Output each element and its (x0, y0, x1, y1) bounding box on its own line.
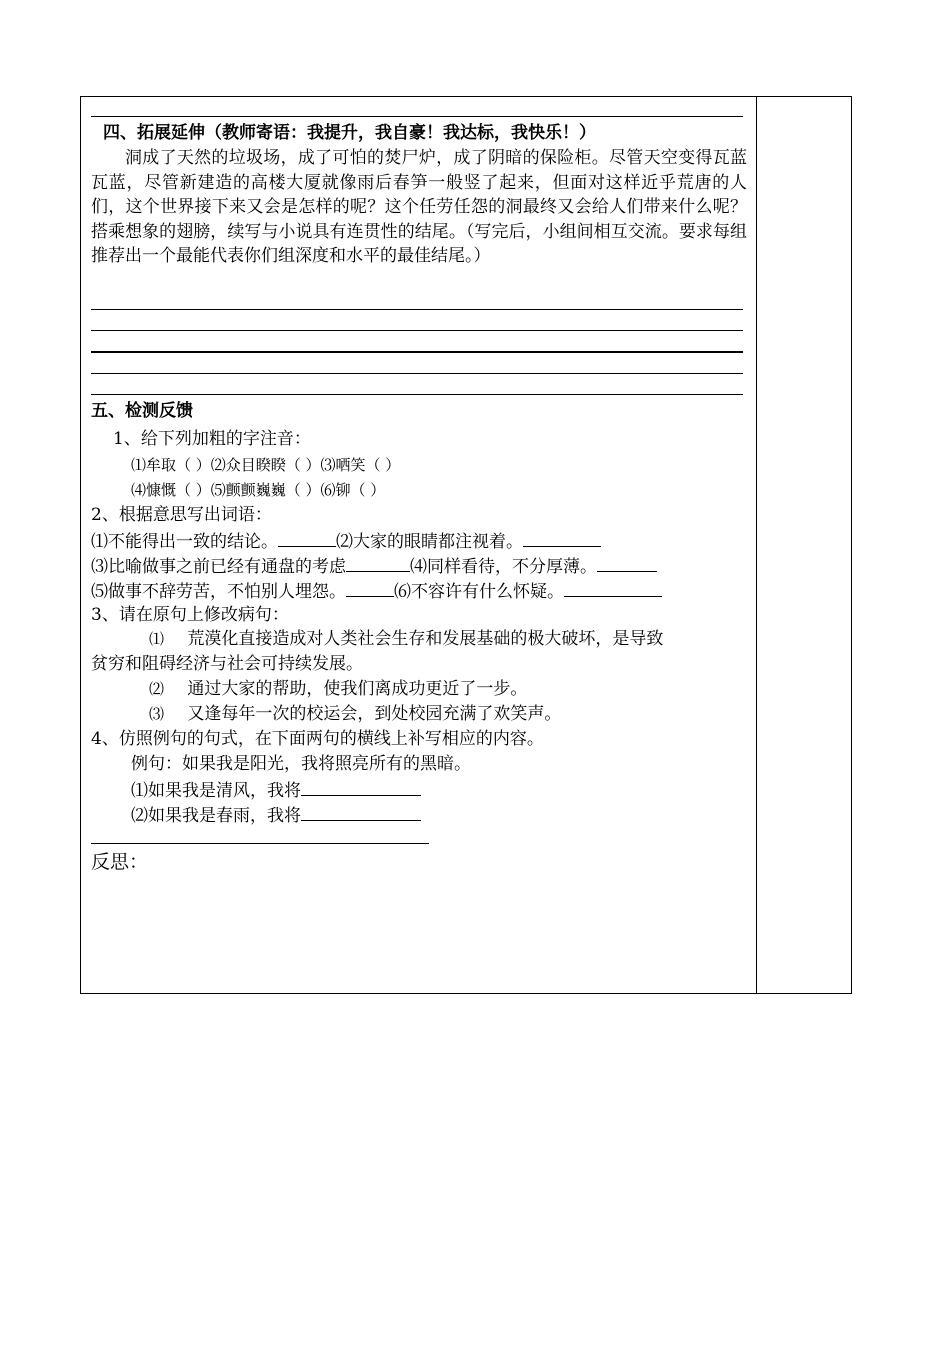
q2-blank4[interactable] (597, 553, 657, 572)
q4-example: 例句：如果我是阳光，我将照亮所有的黑暗。 (131, 754, 471, 774)
q3-item1-number: ⑴ (149, 630, 165, 648)
q4-item2: ⑵如果我是春雨，我将 (131, 806, 301, 826)
q3-title: 3、请在原句上修改病句： (91, 605, 289, 625)
q4-title: 4、仿照例句的句式，在下面两句的横线上补写相应的内容。 (91, 729, 544, 749)
q2-item5: ⑸做事不辞劳苦，不怕别人埋怨。 (91, 582, 346, 602)
section4-title: 四、拓展延伸（教师寄语：我提升，我自豪！我达标，我快乐！） (103, 123, 596, 143)
q2-item1: ⑴不能得出一致的结论。 (91, 532, 278, 552)
q2-row3 (91, 578, 662, 604)
q3-item3-text: 又逢每年一次的校运会，到处校园充满了欢笑声。 (187, 704, 562, 724)
section4-paragraph: 洞成了天然的垃圾场，成了可怕的焚尸炉，成了阴暗的保险柜。尽管天空变得瓦蓝瓦蓝，尽管新建造的高楼大厦就像雨后春笋一般竖了起来，但面对这样近乎荒唐的人们，这个世界接下来又会是怎样的呢？这个任劳任怨的洞最终又会给人们带来什么呢？搭乘想象的翅膀，续写与小说具有连贯性的结尾。（写完后，小组间相互交流。要求每组推荐出一个最能代表你们组深度和水平的最佳结尾。） (91, 148, 747, 266)
q2-item3: ⑶比喻做事之前已经有通盘的考虑 (91, 557, 346, 577)
q2-title: 2、根据意思写出词语： (91, 505, 272, 525)
q1-title: 1、给下列加粗的字注音： (113, 429, 311, 449)
q4-row2 (131, 802, 421, 828)
reflection-label: 反思： (91, 851, 149, 873)
q2-row2 (91, 553, 657, 579)
answer-line-5[interactable] (91, 394, 743, 395)
q4-blank1[interactable] (301, 777, 421, 796)
q3-item3-number: ⑶ (149, 705, 165, 723)
q4-row1 (131, 777, 421, 803)
section5-title: 五、检测反馈 (91, 401, 193, 421)
q2-item4: ⑷同样看待，不分厚薄。 (410, 557, 597, 577)
q3-item2-number: ⑵ (149, 680, 165, 698)
top-rule (91, 116, 743, 117)
answer-line-4[interactable] (91, 373, 743, 374)
q1-line2: ⑷慷慨（ ）⑸颤颤巍巍（ ）⑹铆（ ） (131, 481, 386, 499)
separator-line (91, 843, 429, 844)
q4-blank2[interactable] (301, 802, 421, 821)
answer-line-3[interactable] (91, 351, 743, 353)
q2-blank1[interactable] (278, 528, 336, 547)
q4-item1: ⑴如果我是清风，我将 (131, 781, 301, 801)
answer-line-1[interactable] (91, 309, 743, 310)
column-divider (756, 97, 757, 993)
q2-blank3[interactable] (346, 553, 410, 572)
q3-item2 (149, 677, 527, 701)
worksheet-table (80, 96, 852, 994)
q3-item1-line1 (149, 627, 663, 651)
answer-line-2[interactable] (91, 330, 743, 331)
q2-row1 (91, 528, 601, 554)
q3-item1-text: 荒漠化直接造成对人类社会生存和发展基础的极大破坏，是导致 (187, 629, 664, 649)
q2-item6: ⑹不容许有什么怀疑。 (394, 582, 564, 602)
q3-item1-line2: 贫穷和阻碍经济与社会可持续发展。 (91, 654, 363, 674)
q3-item2-text: 通过大家的帮助，使我们离成功更近了一步。 (187, 679, 528, 699)
q2-blank2[interactable] (523, 528, 601, 547)
q2-blank5[interactable] (346, 578, 394, 597)
q2-item2: ⑵大家的眼睛都注视着。 (336, 532, 523, 552)
q1-line1: ⑴牟取（ ）⑵众目睽睽（ ）⑶哂笑（ ） (131, 456, 401, 474)
q2-blank6[interactable] (564, 578, 662, 597)
q3-item3 (149, 702, 561, 726)
